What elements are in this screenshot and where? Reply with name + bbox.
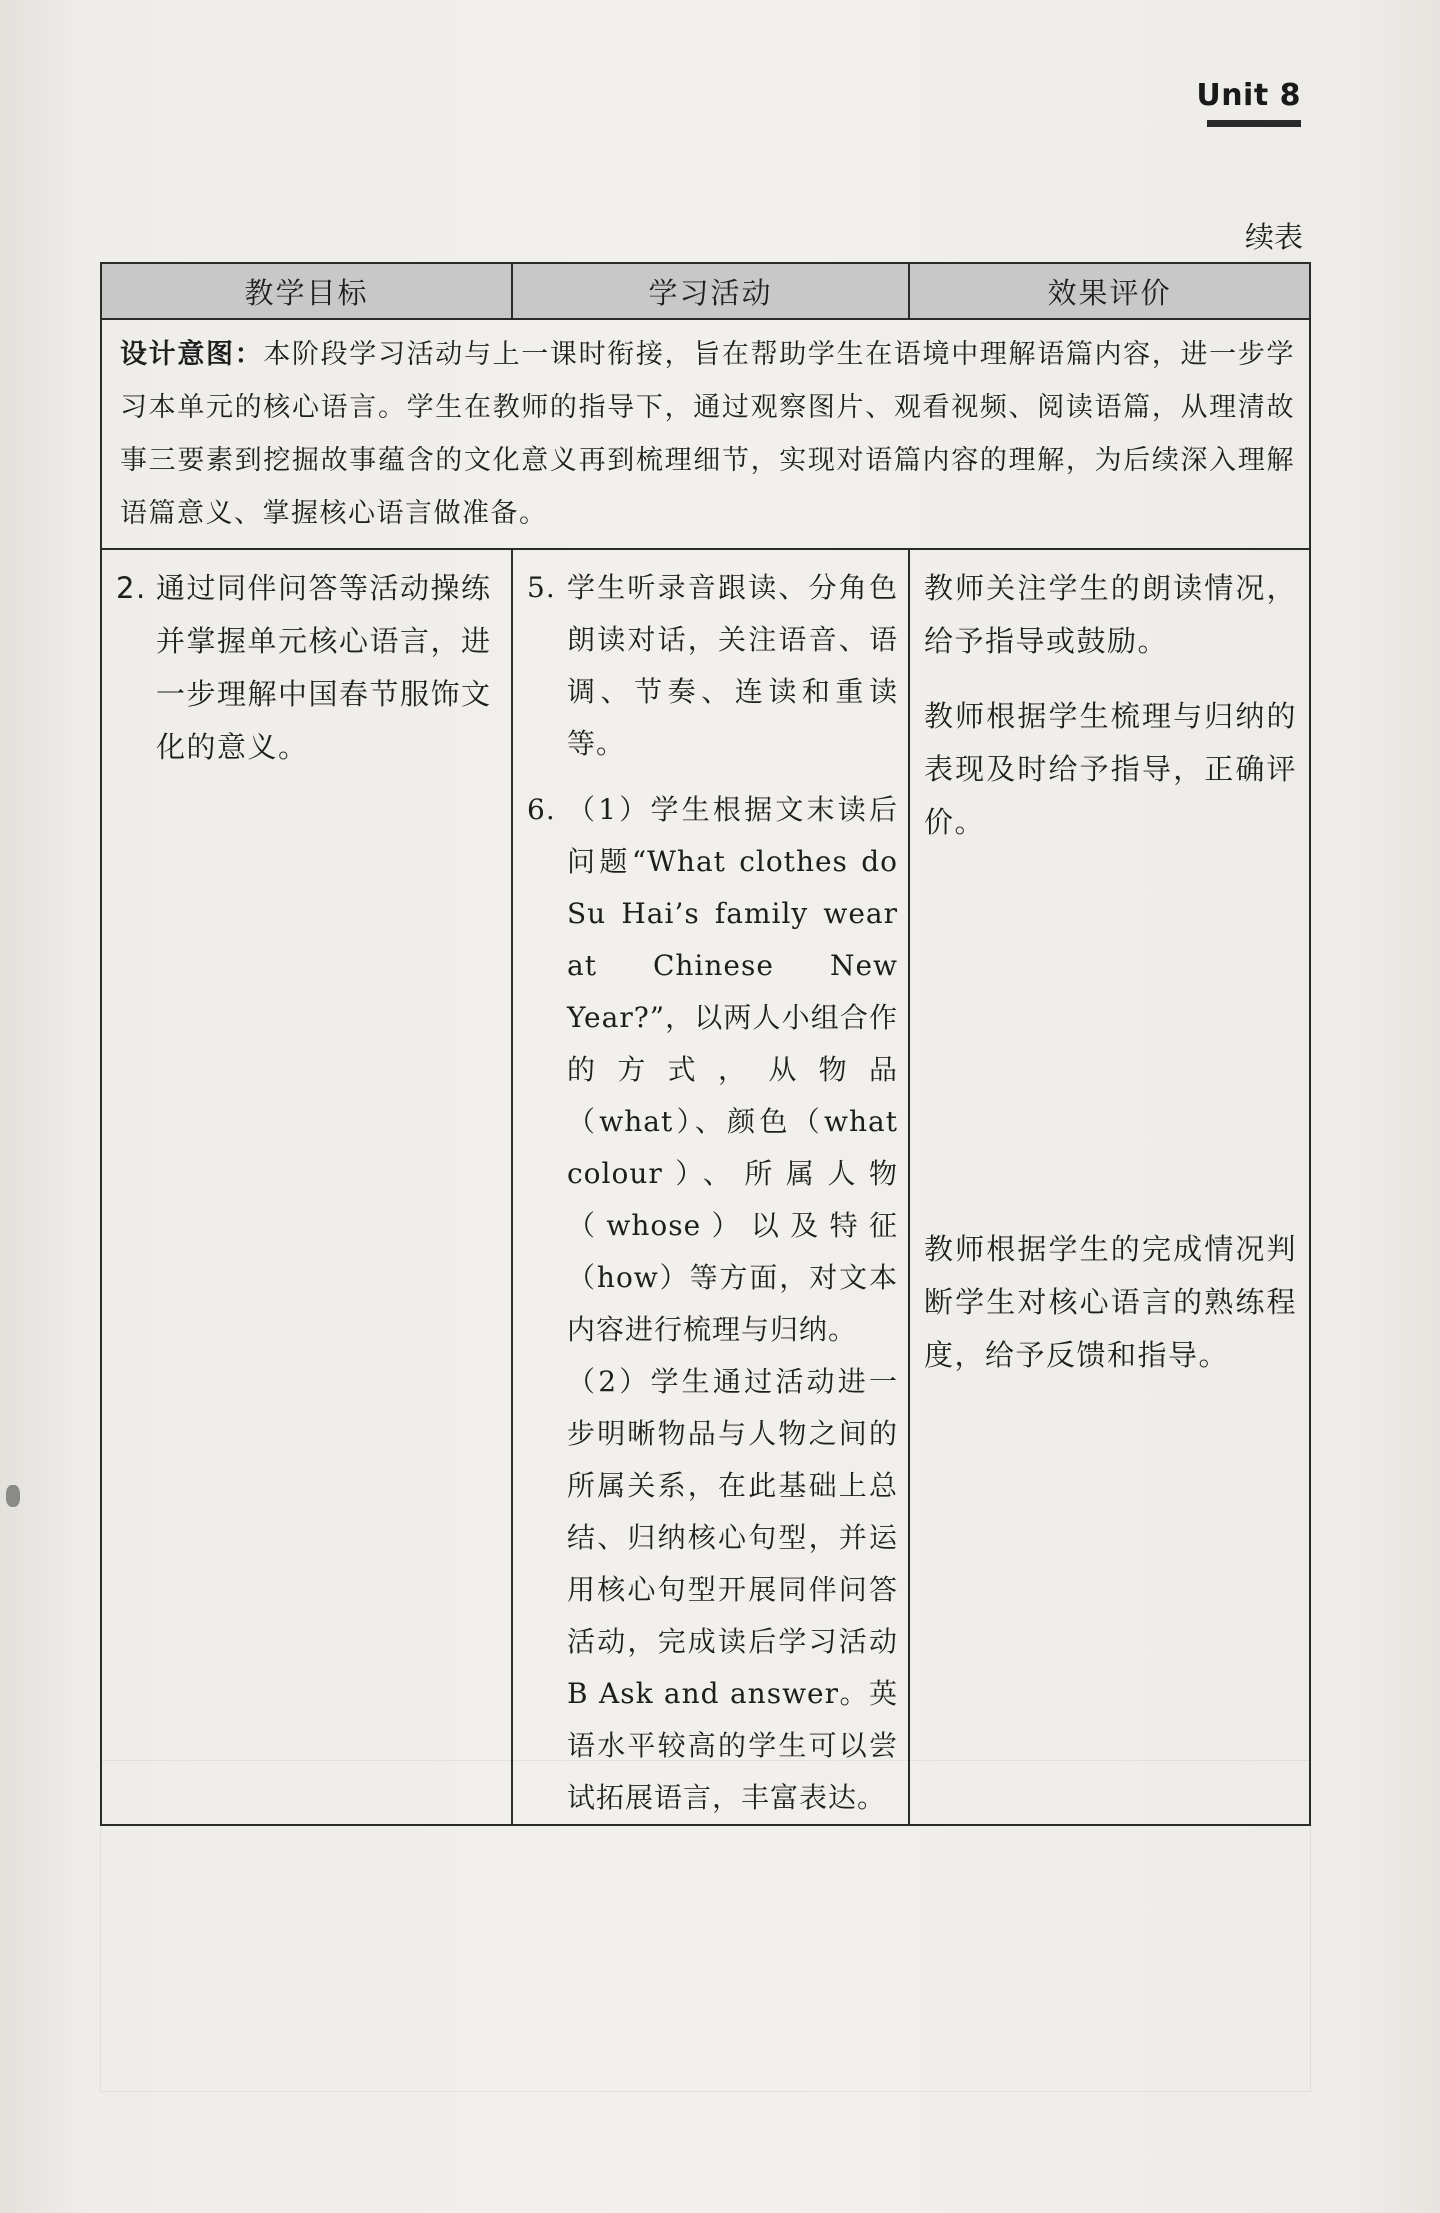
unit-underline xyxy=(1207,120,1301,127)
activity-number: 5. xyxy=(527,571,556,604)
header-effect-evaluation: 效果评价 xyxy=(909,263,1310,319)
goal-cell xyxy=(101,549,512,1825)
design-intent-row xyxy=(101,319,1310,549)
goal-item xyxy=(116,562,497,774)
page-edge-mark xyxy=(6,1485,20,1507)
design-intent-cell xyxy=(101,319,1310,549)
evaluation-text: 教师根据学生的完成情况判断学生对核心语言的熟练程度，给予反馈和指导。 xyxy=(924,1232,1297,1372)
content-row xyxy=(101,549,1310,1825)
design-intent-text: 本阶段学习活动与上一课时衔接，旨在帮助学生在语境中理解语篇内容，进一步学习本单元的核心语言。学生在教师的指导下，通过观察图片、观看视频、阅读语篇，从理清故事三要素到挖掘故事蕴含的文化意义再到梳理细节，实现对语篇内容的理解，为后续深入理解语篇意义、掌握核心语言做准备。 xyxy=(120,339,1295,529)
evaluation-text: 教师根据学生梳理与归纳的表现及时给予指导，正确评价。 xyxy=(924,699,1297,839)
evaluation-text: 教师关注学生的朗读情况，给予指导或鼓励。 xyxy=(924,571,1297,658)
activity-text: 学生听录音跟读、分角色朗读对话，关注语音、语调、节奏、连读和重读等。 xyxy=(567,571,898,760)
activity-subitem: （2）学生通过活动进一步明晰物品与人物之间的所属关系，在此基础上总结、归纳核心句型，并运用核心句型开展同伴问答活动，完成读后学习活动 B Ask and answer。英语水平较高的学生可以尝试拓展语言，丰富表达。 xyxy=(567,1365,898,1814)
activity-cell xyxy=(512,549,909,1825)
activity-item xyxy=(527,784,898,1356)
design-intent-label: 设计意图： xyxy=(120,339,264,370)
continued-label: 续表 xyxy=(1244,220,1303,254)
activity-number: 6. xyxy=(527,793,556,826)
activity-item xyxy=(527,562,898,770)
unit-label: Unit 8 xyxy=(1196,78,1301,113)
goal-number: 2. xyxy=(116,571,147,605)
lesson-table xyxy=(100,262,1309,1826)
header-teaching-goal: 教学目标 xyxy=(101,263,512,319)
header-learning-activity: 学习活动 xyxy=(512,263,909,319)
goal-text: 通过同伴问答等活动操练并掌握单元核心语言，进一步理解中国春节服饰文化的意义。 xyxy=(156,571,492,764)
table-header-row xyxy=(101,263,1310,319)
activity-text: （1）学生根据文末读后问题“What clothes do Su Hai’s family wear at Chinese New Year?”，以两人小组合作的方式，从物品（what）、颜色（what colour）、所属人物（whose）以及特征（how）等方面，对文本内容进行梳理与归纳。 xyxy=(567,793,898,1346)
evaluation-cell xyxy=(909,549,1310,1825)
